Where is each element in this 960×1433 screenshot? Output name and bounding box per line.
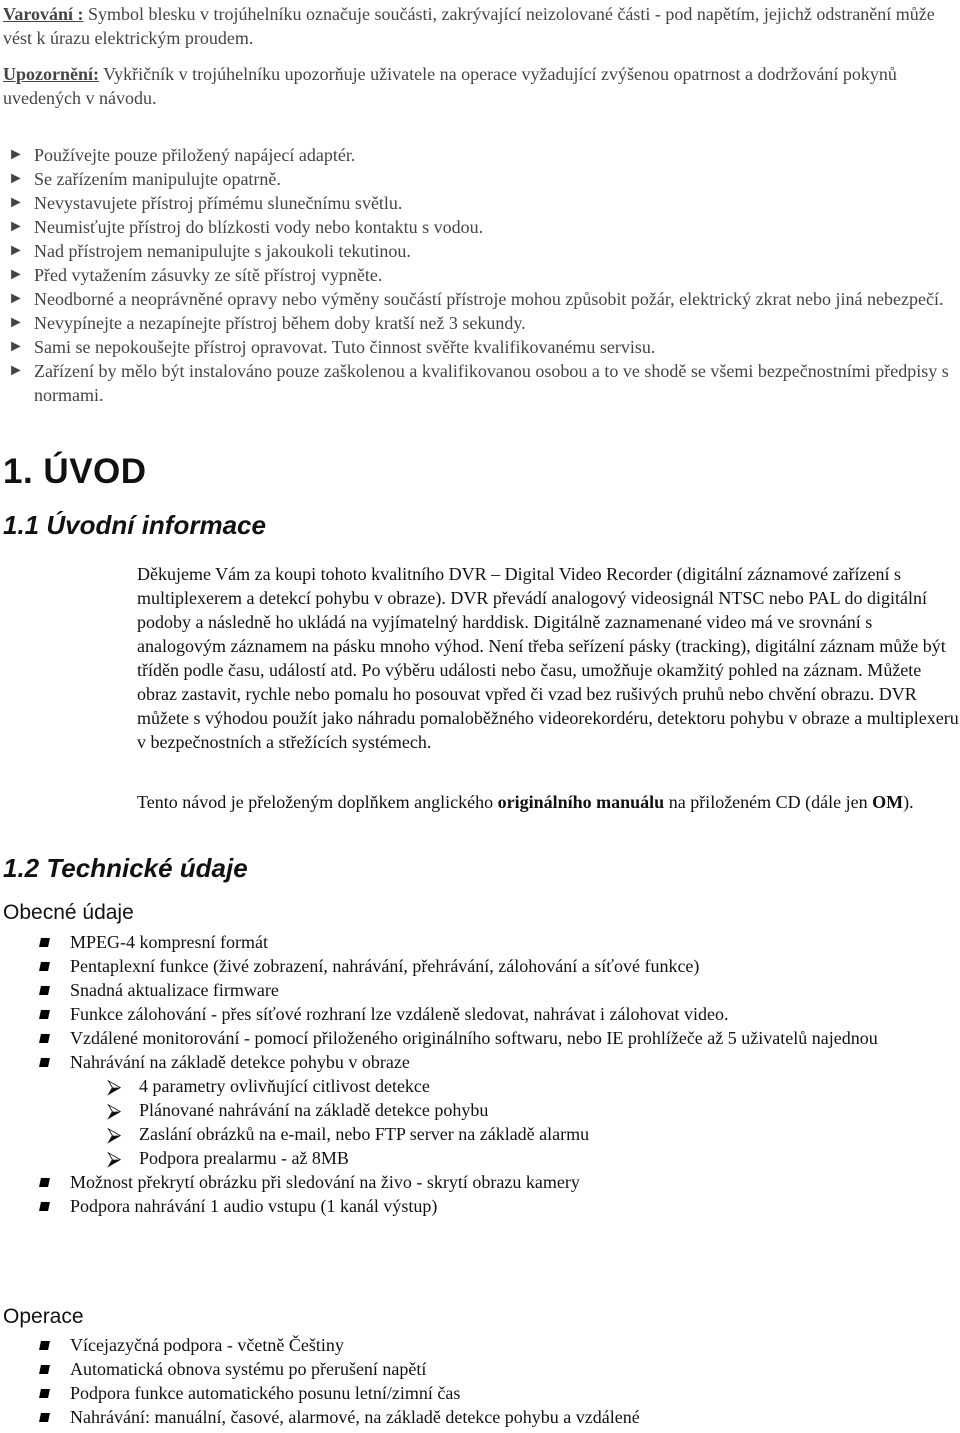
square-bullet-icon bbox=[39, 962, 50, 971]
square-bullet-icon bbox=[39, 1010, 50, 1019]
safety-item bbox=[8, 359, 958, 407]
operation-item-text: Automatická obnova systému po přerušení napětí bbox=[70, 1359, 427, 1379]
spec-item-text: Vzdálené monitorování - pomocí přiloženého originálního softwaru, nebo IE prohlížeče až 5 uživatelů najednou bbox=[70, 1028, 878, 1048]
warning-paragraph bbox=[3, 2, 958, 50]
subsection-heading-specs: 1.2 Technické údaje bbox=[3, 853, 248, 883]
operation-item bbox=[38, 1333, 958, 1357]
square-bullet-icon bbox=[39, 938, 50, 947]
safety-item-text: Sami se nepokoušejte přístroj opravovat. Tuto činnost svěřte kvalifikovanému servisu. bbox=[34, 337, 656, 357]
triangle-arrow-icon: ► bbox=[8, 266, 24, 283]
warning-text: Symbol blesku v trojúhelníku označuje součásti, zakrývající neizolované části - pod napětím, jejichž odstranění může vést k úrazu elektrickým proudem. bbox=[3, 4, 935, 48]
triangle-arrow-icon: ► bbox=[8, 218, 24, 235]
safety-item-text: Se zařízením manipulujte opatrně. bbox=[34, 169, 281, 189]
spec-item bbox=[38, 1026, 958, 1050]
spec-item bbox=[38, 1050, 958, 1074]
manual-note-text: ). bbox=[903, 792, 914, 812]
safety-item bbox=[8, 287, 958, 311]
operation-item bbox=[38, 1357, 958, 1381]
spec-item-text: Snadná aktualizace firmware bbox=[70, 980, 279, 1000]
manual-note-paragraph bbox=[137, 790, 960, 814]
triangle-arrow-icon: ► bbox=[8, 242, 24, 259]
spec-subitem bbox=[107, 1098, 958, 1122]
safety-item bbox=[8, 263, 958, 287]
square-bullet-icon bbox=[39, 1058, 50, 1067]
square-bullet-icon bbox=[39, 1341, 50, 1350]
spec-item-text: Možnost překrytí obrázku při sledování na živo - skrytí obrazu kamery bbox=[70, 1172, 580, 1192]
safety-item bbox=[8, 215, 958, 239]
square-bullet-icon bbox=[39, 1178, 50, 1187]
square-bullet-icon bbox=[39, 1389, 50, 1398]
caution-label: Upozornění: bbox=[3, 64, 99, 84]
spec-item-text: Pentaplexní funkce (živé zobrazení, nahrávání, přehrávání, zálohování a síťové funkce) bbox=[70, 956, 700, 976]
manual-note-bold: originálního manuálu bbox=[497, 792, 665, 812]
general-specs-list bbox=[38, 930, 958, 1218]
safety-item-text: Používejte pouze přiložený napájecí adaptér. bbox=[34, 145, 356, 165]
chevron-right-icon: ⮚ bbox=[107, 1098, 122, 1122]
warnings-block bbox=[3, 2, 958, 110]
triangle-arrow-icon: ► bbox=[8, 338, 24, 355]
caution-paragraph bbox=[3, 62, 958, 110]
safety-instructions-list bbox=[8, 143, 958, 407]
spec-item-text: Nahrávání na základě detekce pohybu v obraze bbox=[70, 1052, 410, 1072]
triangle-arrow-icon: ► bbox=[8, 194, 24, 211]
spec-item bbox=[38, 954, 958, 978]
triangle-arrow-icon: ► bbox=[8, 146, 24, 163]
square-bullet-icon bbox=[39, 1202, 50, 1211]
triangle-arrow-icon: ► bbox=[8, 170, 24, 187]
safety-item-text: Před vytažením zásuvky ze sítě přístroj vypněte. bbox=[34, 265, 383, 285]
triangle-arrow-icon: ► bbox=[8, 314, 24, 331]
safety-item-text: Neodborné a neoprávněné opravy nebo výměny součástí přístroje mohou způsobit požár, elektrický zkrat nebo jiná nebezpečí. bbox=[34, 289, 944, 309]
safety-item bbox=[8, 143, 958, 167]
square-bullet-icon bbox=[39, 1413, 50, 1422]
chevron-right-icon: ⮚ bbox=[107, 1074, 122, 1098]
spec-subitems bbox=[38, 1074, 958, 1170]
operation-item bbox=[38, 1381, 958, 1405]
manual-note-om: OM bbox=[872, 792, 904, 812]
manual-note-text: Tento návod je přeloženým doplňkem anglického bbox=[137, 792, 498, 812]
spec-subitem-text: Podpora prealarmu - až 8MB bbox=[139, 1148, 349, 1168]
square-bullet-icon bbox=[39, 1365, 50, 1374]
spec-item bbox=[38, 978, 958, 1002]
subsection-heading-intro-info: 1.1 Úvodní informace bbox=[3, 510, 266, 540]
spec-item-text: Funkce zálohování - přes síťové rozhraní lze vzdáleně sledovat, nahrávat i zálohovat video. bbox=[70, 1004, 729, 1024]
operation-item-text: Podpora funkce automatického posunu letní/zimní čas bbox=[70, 1383, 461, 1403]
safety-item-text: Neumisťujte přístroj do blízkosti vody nebo kontaktu s vodou. bbox=[34, 217, 484, 237]
square-bullet-icon bbox=[39, 986, 50, 995]
warning-label: Varování : bbox=[3, 4, 84, 24]
intro-paragraph: Děkujeme Vám za koupi tohoto kvalitního DVR – Digital Video Recorder (digitální záznamové zařízení s multiplexerem a detekcí pohybu v obraze). DVR převádí analogový videosignál NTSC nebo PAL do digitální podoby a následně ho ukládá na vyjímatelný harddisk. Digitálně zaznamenané video má ve srovnání s analogovým záznamem na pásku mnoho výhod. Není třeba seřízení pásky (tracking), digitální záznam může být tříděn podle času, událostí atd. Po výběru události nebo času, umožňuje okamžitý pohled na záznam. Můžete obraz zastavit, rychle nebo pomalu ho posouvat vpřed či vzad bez rušivých pruhů nebo chvění obrazu. DVR můžete s výhodou použít jako náhradu pomaloběžného videorekordéru, detektoru pohybu v obraze a multiplexeru v bezpečnostních a střežících systémech. bbox=[137, 564, 959, 752]
spec-item-text: MPEG-4 kompresní formát bbox=[70, 932, 268, 952]
safety-item bbox=[8, 167, 958, 191]
spec-subitem bbox=[107, 1122, 958, 1146]
manual-note-text: na přiloženém CD (dále jen bbox=[664, 792, 873, 812]
safety-item-text: Nad přístrojem nemanipulujte s jakoukoli tekutinou. bbox=[34, 241, 411, 261]
spec-item bbox=[38, 1194, 958, 1218]
chevron-right-icon: ⮚ bbox=[107, 1146, 122, 1170]
spec-item bbox=[38, 1170, 958, 1194]
safety-item bbox=[8, 191, 958, 215]
safety-item bbox=[8, 311, 958, 335]
spec-item-text: Podpora nahrávání 1 audio vstupu (1 kanál výstup) bbox=[70, 1196, 438, 1216]
safety-item bbox=[8, 239, 958, 263]
spec-subitem-text: 4 parametry ovlivňující citlivost detekce bbox=[139, 1076, 430, 1096]
safety-item-text: Zařízení by mělo být instalováno pouze zaškolenou a kvalifikovanou osobou a to ve shodě se všemi bezpečnostními předpisy s normami. bbox=[34, 361, 949, 405]
general-specs-heading: Obecné údaje bbox=[3, 901, 134, 924]
operations-list bbox=[38, 1333, 958, 1429]
motion-detection-sublist bbox=[38, 1074, 958, 1170]
safety-item bbox=[8, 335, 958, 359]
safety-item-text: Nevypínejte a nezapínejte přístroj během doby kratší než 3 sekundy. bbox=[34, 313, 526, 333]
chevron-right-icon: ⮚ bbox=[107, 1122, 122, 1146]
triangle-arrow-icon: ► bbox=[8, 362, 24, 379]
safety-item-text: Nevystavujete přístroj přímému slunečnímu světlu. bbox=[34, 193, 403, 213]
operation-item-text: Vícejazyčná podpora - včetně Češtiny bbox=[70, 1335, 344, 1355]
spec-item bbox=[38, 1002, 958, 1026]
spec-subitem bbox=[107, 1146, 958, 1170]
operation-item-text: Nahrávání: manuální, časové, alarmové, na základě detekce pohybu a vzdálené bbox=[70, 1407, 640, 1427]
spec-item bbox=[38, 930, 958, 954]
square-bullet-icon bbox=[39, 1034, 50, 1043]
triangle-arrow-icon: ► bbox=[8, 290, 24, 307]
caution-text: Vykřičník v trojúhelníku upozorňuje uživatele na operace vyžadující zvýšenou opatrnost a dodržování pokynů uvedených v návodu. bbox=[3, 64, 897, 108]
section-heading-intro: 1. ÚVOD bbox=[3, 452, 147, 491]
operations-heading: Operace bbox=[3, 1305, 84, 1328]
spec-subitem-text: Zaslání obrázků na e-mail, nebo FTP server na základě alarmu bbox=[139, 1124, 590, 1144]
spec-subitem-text: Plánované nahrávání na základě detekce pohybu bbox=[139, 1100, 489, 1120]
spec-subitem bbox=[107, 1074, 958, 1098]
operation-item bbox=[38, 1405, 958, 1429]
